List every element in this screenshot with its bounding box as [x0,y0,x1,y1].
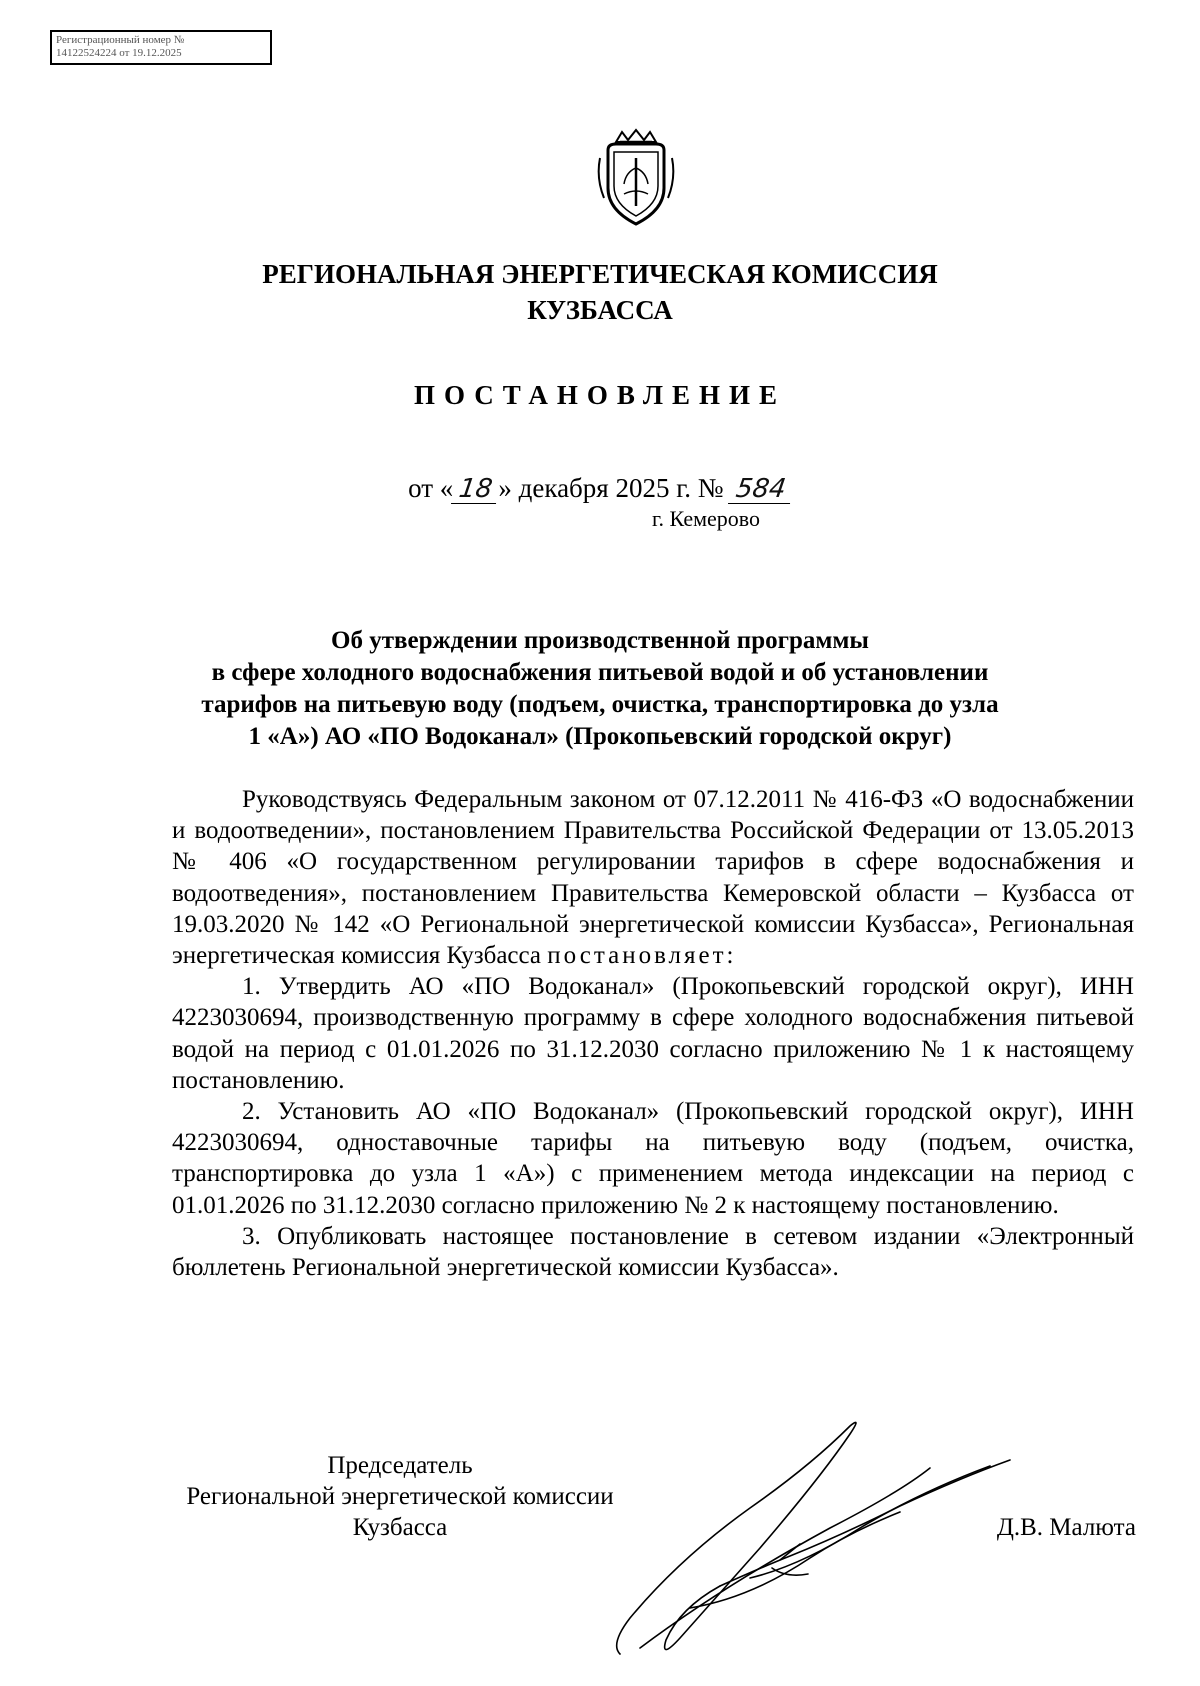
decree-word: постановляет: [547,942,737,970]
document-number-handwritten: 584 [728,475,794,504]
signatory-position-line3: Кузбасса [352,1514,448,1541]
date-month-year: » декабря 2025 г. № [498,473,724,503]
document-title-line2: в сфере холодного водоснабжения питьевой водой и об установлении [211,659,989,686]
document-body [172,784,1134,1283]
organization-name-line2: КУЗБАССА [527,295,673,325]
item-3-paragraph: 3. Опубликовать настоящее постановление в сетевом издании «Электронный бюллетень Региональной энергетической комиссии Кузбасса». [172,1222,1134,1282]
coat-of-arms-icon [594,128,678,228]
organization-name-line1: РЕГИОНАЛЬНАЯ ЭНЕРГЕТИЧЕСКАЯ КОМИССИЯ [262,259,938,289]
document-title [0,625,1200,753]
signatory-name: Д.В. Малюта [996,1514,1136,1541]
signatory-position-line1: Председатель [327,1452,473,1479]
preamble-paragraph [172,784,1134,971]
preamble-text: Руководствуясь Федеральным законом от 07.12.2011 № 416-ФЗ «О водоснабжении и водоотведении», постановлением Правительства Российской Федерации от 13.05.2013 № 406 «О государственном регулировании тарифов в сфере водоснабжения и водоотведения», постановлением Правительства Кемеровской области – Кузбасса от 19.03.2020 № 142 «О Региональной энергетической комиссии Кузбасса», Региональная энергетическая комиссия Кузбасса [172,786,1134,970]
registration-stamp [50,30,272,65]
date-line [0,470,1200,506]
registration-number-value: 14122524224 от 19.12.2025 [56,47,182,59]
signatory-position [140,1450,660,1543]
item-2-paragraph: 2. Установить АО «ПО Водоканал» (Прокопьевский городской округ), ИНН 4223030694, одноставочные тарифы на питьевую воду (подъем, очистка, транспортировка до узла 1 «А») с применением метода индексации на период с 01.01.2026 по 31.12.2030 согласно приложению № 2 к настоящему постановлению. [172,1098,1134,1219]
item-1-paragraph: 1. Утвердить АО «ПО Водоканал» (Прокопьевский городской округ), ИНН 4223030694, производственную программу в сфере холодного водоснабжения питьевой водой на период с 01.01.2026 по 31.12.2030 согласно приложению № 1 к настоящему постановлению. [172,973,1134,1094]
document-type: ПОСТАНОВЛЕНИЕ [413,380,787,410]
date-day-handwritten: 18 [451,475,500,504]
date-prefix: от « [408,473,454,503]
document-title-line4: 1 «А») АО «ПО Водоканал» (Прокопьевский городской округ) [248,723,952,750]
organization-name [0,256,1200,328]
city: г. Кемерово [651,506,761,531]
handwritten-signature-icon [600,1408,1020,1670]
registration-number-label: Регистрационный номер № [56,34,185,46]
signatory-position-line2: Региональной энергетической комиссии [186,1483,614,1510]
document-title-line1: Об утверждении производственной программы [331,627,869,654]
document-title-line3: тарифов на питьевую воду (подъем, очистка, транспортировка до узла [201,691,999,718]
